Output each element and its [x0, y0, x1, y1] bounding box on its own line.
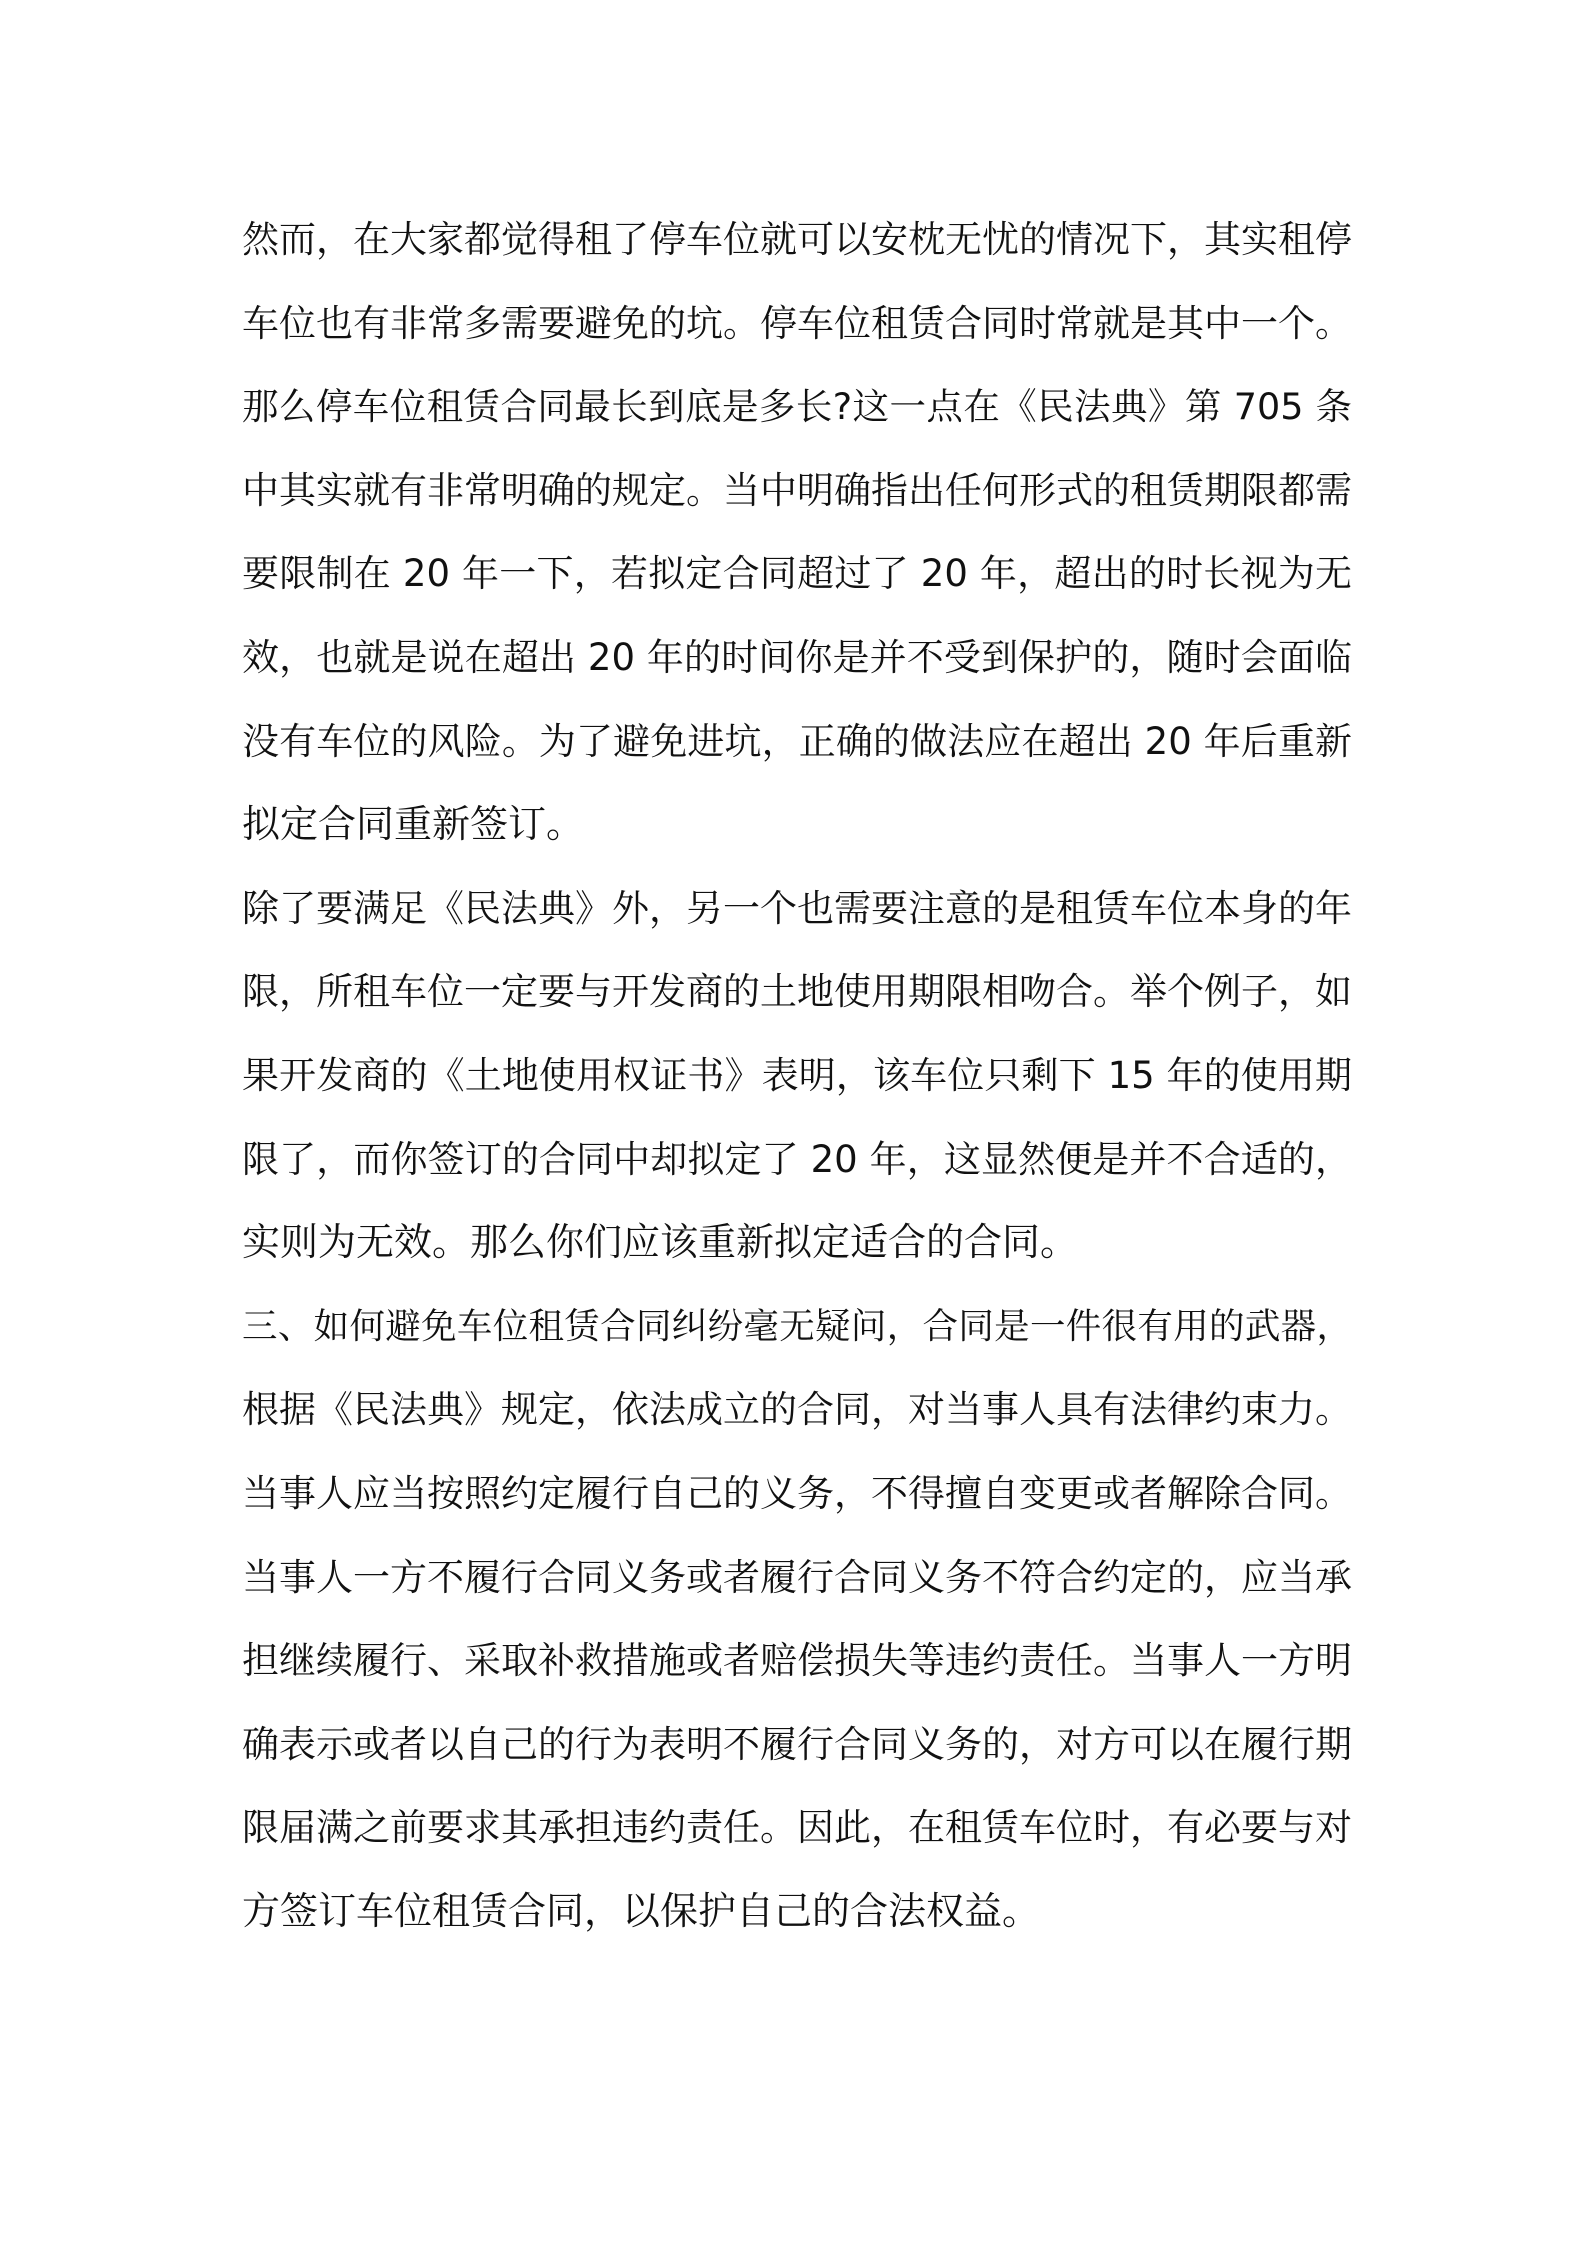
text-line: 果开发商的《土地使用权证书》表明，该车位只剩下 15 年的使用期: [242, 1053, 1352, 1097]
text-line: 没有车位的风险。为了避免进坑，正确的做法应在超出 20 年后重新: [242, 719, 1352, 763]
text-line: 限了，而你签订的合同中却拟定了 20 年，这显然便是并不合适的，: [242, 1137, 1352, 1181]
article-body: [242, 198, 1352, 1953]
text-line: 限，所租车位一定要与开发商的土地使用期限相吻合。举个例子，如: [242, 970, 1352, 1014]
text-line: 实则为无效。那么你们应该重新拟定适合的合同。: [242, 1220, 1079, 1265]
text-line: 根据《民法典》规定，依法成立的合同，对当事人具有法律约束力。: [242, 1388, 1352, 1432]
text-line: 那么停车位租赁合同最长到底是多长?这一点在《民法典》第 705 条: [242, 385, 1352, 429]
text-line: 效，也就是说在超出 20 年的时间你是并不受到保护的，随时会面临: [242, 635, 1352, 679]
text-line: 要限制在 20 年一下，若拟定合同超过了 20 年，超出的时长视为无: [242, 552, 1352, 596]
text-line: 车位也有非常多需要避免的坑。停车位租赁合同时常就是其中一个。: [242, 301, 1352, 345]
text-line: 当事人一方不履行合同义务或者履行合同义务不符合约定的，应当承: [242, 1555, 1352, 1599]
text-line: 担继续履行、采取补救措施或者赔偿损失等违约责任。当事人一方明: [242, 1639, 1352, 1683]
text-line: 除了要满足《民法典》外，另一个也需要注意的是租赁车位本身的年: [242, 886, 1352, 930]
text-line: 限届满之前要求其承担违约责任。因此，在租赁车位时，有必要与对: [242, 1806, 1352, 1850]
text-line: 方签订车位租赁合同，以保护自己的合法权益。: [242, 1888, 1041, 1933]
text-line: 确表示或者以自己的行为表明不履行合同义务的，对方可以在履行期: [242, 1722, 1352, 1766]
text-line: 三、如何避免车位租赁合同纠纷毫无疑问，合同是一件很有用的武器，: [242, 1305, 1352, 1347]
text-line: 然而，在大家都觉得租了停车位就可以安枕无忧的情况下，其实租停: [242, 218, 1352, 261]
text-line: 中其实就有非常明确的规定。当中明确指出任何形式的租赁期限都需: [242, 468, 1352, 512]
text-line: 拟定合同重新签订。: [242, 802, 585, 847]
text-line: 当事人应当按照约定履行自己的义务，不得擅自变更或者解除合同。: [242, 1471, 1352, 1515]
